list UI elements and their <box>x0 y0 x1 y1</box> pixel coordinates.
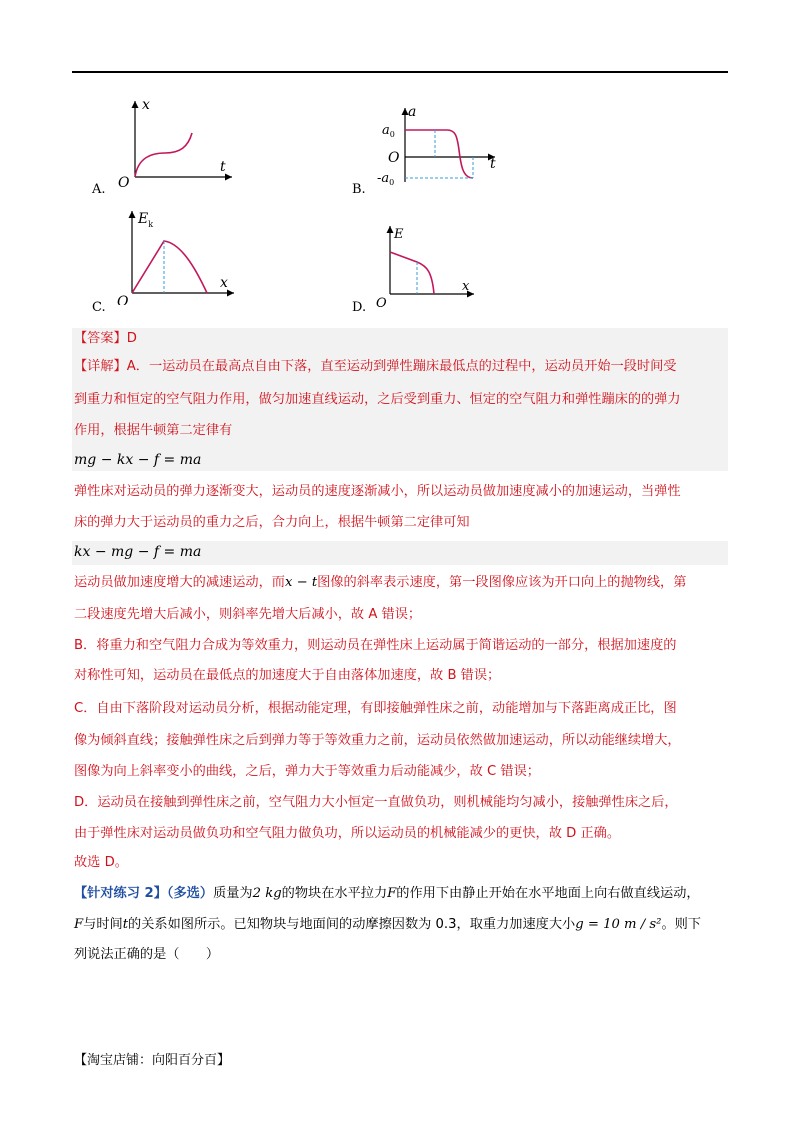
practice-tag: 【针对练习 2】 <box>74 886 167 901</box>
option-c-label: C. <box>92 300 106 315</box>
detail-line: 运动员做加速度增大的减速运动，而x − t图像的斜率表示速度，第一段图像应该为开口向上的抛物线，第 <box>74 575 687 590</box>
origin-label: O <box>117 294 129 305</box>
detail-line: 图像为向上斜率变小的曲线，之后，弹力大于等效重力后动能减少，故 C 错误； <box>74 764 540 779</box>
detail-line: B．将重力和空气阻力合成为等效重力，则运动员在弹性床上运动属于简谐运动的一部分，根据加速度的 <box>74 638 677 653</box>
detail-line: 【详解】A．一运动员在最高点自由下落，直至运动到弹性蹦床最低点的过程中，运动员开始一段时间受 <box>74 359 677 374</box>
origin-label: O <box>376 296 387 310</box>
origin-label: O <box>388 150 400 166</box>
option-b-label: B. <box>352 182 366 197</box>
detail-line: 弹性床对运动员的弹力逐渐变大，运动员的速度逐渐减小，所以运动员做加速度减小的加速运动，当弹性 <box>74 484 681 499</box>
option-d-label: D. <box>352 300 367 315</box>
y-axis-label: a <box>408 104 417 120</box>
detail-line: 对称性可知，运动员在最低点的加速度大于自由落体加速度，故 B 错误； <box>74 668 501 683</box>
detail-line: 到重力和恒定的空气阻力作用，做匀加速直线运动，之后受到重力、恒定的空气阻力和弹性蹦床的的弹力 <box>74 392 681 407</box>
curve-e <box>390 252 434 294</box>
a0-label: $a_0$ <box>382 123 395 139</box>
equation-2: kx − mg − f = ma <box>74 544 202 560</box>
y-axis-label: $E_k$ <box>138 211 154 229</box>
graph-d <box>372 220 482 310</box>
x-axis-label: x <box>220 275 228 291</box>
neg-a0-label: $-a_0$ <box>377 171 395 187</box>
x-axis-label: x <box>462 279 470 294</box>
option-a-label: A. <box>92 182 106 197</box>
practice-line: 列说法正确的是（ ） <box>74 947 220 962</box>
header-rule <box>72 71 728 73</box>
graph-c <box>112 205 242 305</box>
detail-line: 床的弹力大于运动员的重力之后，合力向上，根据牛顿第二定律可知 <box>74 515 470 530</box>
curve-at <box>405 130 473 178</box>
detail-prefix: 【详解】 <box>74 359 127 374</box>
detail-line: 作用，根据牛顿第二定律有 <box>74 423 233 438</box>
detail-line: 二段速度先增大后减小，则斜率先增大后减小，故 A 错误； <box>74 607 422 622</box>
graph-a <box>110 95 250 195</box>
curve-xt <box>135 133 192 177</box>
curve-ek <box>132 241 207 293</box>
y-axis-label: x <box>142 97 150 113</box>
answer: 【答案】D <box>74 331 137 346</box>
practice-line: F与时间t的关系如图所示。已知物块与地面间的动摩擦因数为 0.3，取重力加速度大小g = 10 m / s²。则下 <box>74 917 701 932</box>
detail-line: 像为倾斜直线；接触弹性床之后到弹力等于等效重力之前，运动员依然做加速运动，所以动能继续增大， <box>74 733 681 748</box>
conclusion: 故选 D。 <box>74 855 128 870</box>
multi-select-tag: （多选） <box>166 886 214 901</box>
graph-b <box>375 100 510 190</box>
practice-line: 【针对练习 2】（多选）质量为2 kg的物块在水平拉力F的作用下由静止开始在水平地面上向右做直线运动， <box>74 886 700 901</box>
detail-line: D．运动员在接触到弹性床之前，空气阻力大小恒定一直做负功，则机械能均匀减小，接触弹性床之后， <box>74 795 678 810</box>
x-axis-label: t <box>220 159 226 175</box>
y-axis-label: E <box>394 227 404 242</box>
detail-line: C．自由下落阶段对运动员分析，根据动能定理，有即接触弹性床之前，动能增加与下落距离成正比，图 <box>74 701 677 716</box>
footer: 【淘宝店铺：向阳百分百】 <box>74 1053 231 1068</box>
equation-1: mg − kx − f = ma <box>74 452 202 468</box>
x-axis-label: t <box>490 156 496 172</box>
xt-symbol: x − t <box>285 575 318 590</box>
detail-line: 由于弹性床对运动员做负功和空气阻力做负功，所以运动员的机械能减少的更快，故 D 正确。 <box>74 826 621 841</box>
origin-label: O <box>118 175 130 191</box>
